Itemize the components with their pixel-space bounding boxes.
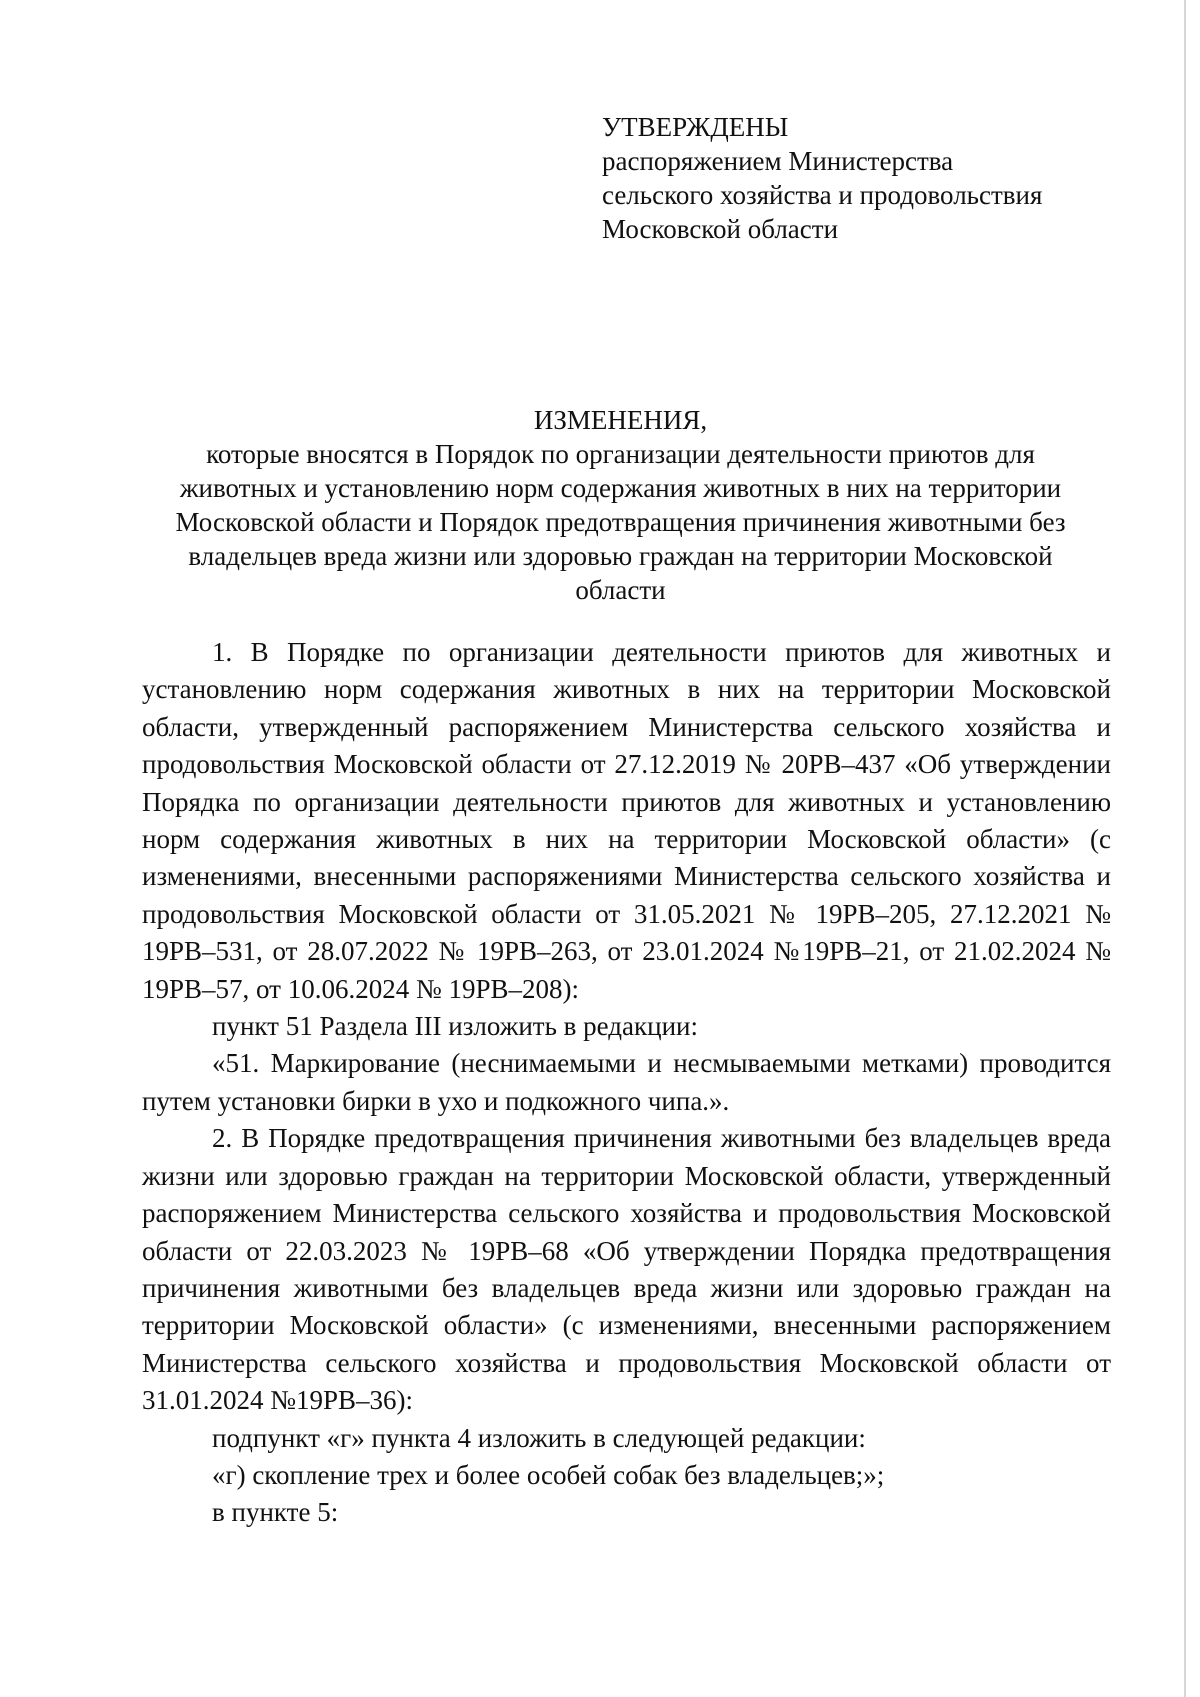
approval-block (602, 110, 1042, 246)
scan-edge-line (1184, 0, 1186, 1697)
document-body (142, 634, 1111, 1532)
document-subtitle: которые вносятся в Порядок по организации деятельности приютов для животных и установлению норм содержания животных в них на территории Московской области и Порядок предотвращения причинения животными без владельцев вреда жизни или здоровью граждан на территории Московской области (175, 439, 1066, 605)
paragraph-item-1: 1. В Порядке по организации деятельности приютов для животных и установлению норм содержания животных в них на территории Московской области, утвержденный распоряжением Министерства сельского хозяйства и продовольствия Московской области от 27.12.2019 № 20РВ–437 «Об утверждении Порядка по организации деятельности приютов для животных и установлению норм содержания животных в них на территории Московской области» (с изменениями, внесенными распоряжениями Министерства сельского хозяйства и продовольствия Московской области от 31.05.2021 № 19РВ–205, 27.12.2021 № 19РВ–531, от 28.07.2022 № 19РВ–263, от 23.01.2024 №19РВ–21, от 21.02.2024 № 19РВ–57, от 10.06.2024 № 19РВ–208): (142, 637, 1111, 1004)
approval-line: сельского хозяйства и продовольствия (602, 180, 1043, 210)
approval-line: распоряжением Министерства (602, 146, 954, 176)
document-title-block (152, 403, 1089, 607)
paragraph-subpoint-g: подпункт «г» пункта 4 изложить в следующей редакции: (212, 1422, 866, 1453)
approval-line: Московской области (602, 214, 839, 244)
paragraph-item-2: 2. В Порядке предотвращения причинения животными без владельцев вреда жизни или здоровью граждан на территории Московской области, утвержденный распоряжением Министерства сельского хозяйства и продовольствия Московской области от 22.03.2023 № 19РВ–68 «Об утверждении Порядка предотвращения причинения животными без владельцев вреда жизни или здоровью граждан на территории Московской области» (с изменениями, внесенными распоряжением Министерства сельского хозяйства и продовольствия Московской области от 31.01.2024 №19РВ–36): (142, 1123, 1111, 1416)
paragraph-point-51: пункт 51 Раздела III изложить в редакции: (212, 1011, 698, 1042)
paragraph-quote-51: «51. Маркирование (неснимаемыми и несмываемыми метками) проводится путем установки бирки в ухо и подкожного чипа.». (142, 1048, 1111, 1116)
paragraph-quote-g: «г) скопление трех и более особей собак без владельцев;»; (212, 1459, 885, 1490)
paragraph-point-5: в пункте 5: (212, 1497, 339, 1528)
approval-line: УТВЕРЖДЕНЫ (602, 112, 789, 142)
document-heading: ИЗМЕНЕНИЯ, (533, 405, 708, 435)
